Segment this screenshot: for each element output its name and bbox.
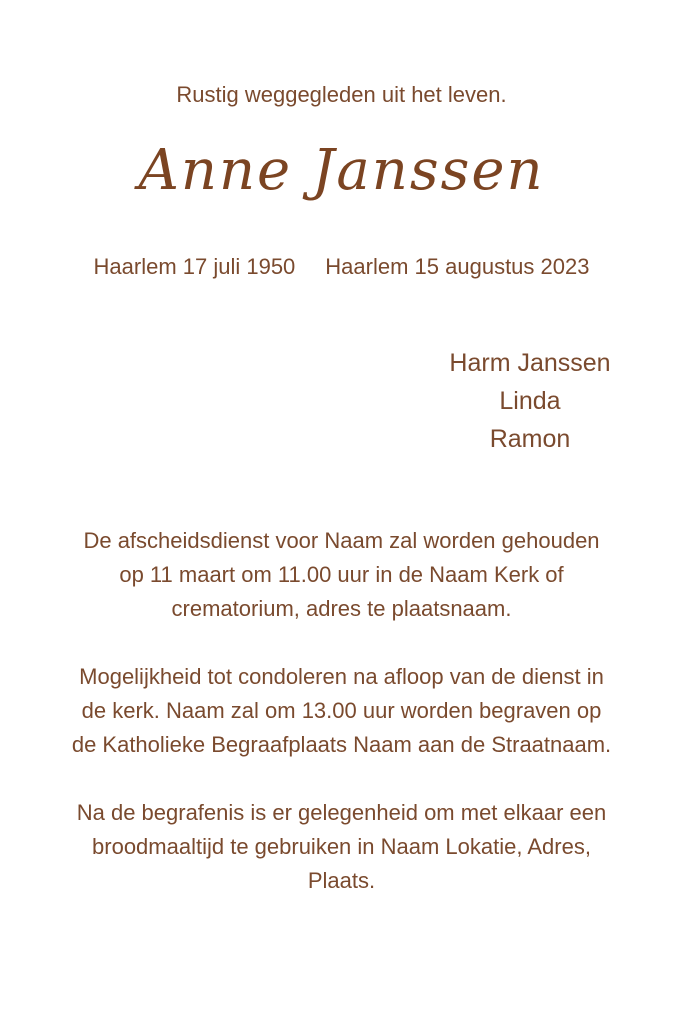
birth-date: Haarlem 17 juli 1950 <box>93 254 296 279</box>
intro-line: Rustig weggegleden uit het leven. <box>176 82 507 107</box>
survivors-list <box>420 344 640 458</box>
death-date: Haarlem 15 augustus 2023 <box>325 254 590 279</box>
service-details <box>70 524 613 932</box>
survivor-name: Ramon <box>489 425 571 453</box>
deceased-name: Anne Janssen <box>138 138 545 203</box>
dates-line <box>0 254 683 280</box>
survivor-name: Harm Janssen <box>449 349 611 377</box>
service-paragraph: De afscheidsdienst voor Naam zal worden gehouden op 11 maart om 11.00 uur in de Naam Kerk of crematorium, adres te plaatsnaam. <box>83 528 600 621</box>
survivor-name: Linda <box>499 387 561 415</box>
reception-paragraph: Na de begrafenis is er gelegenheid om met elkaar een broodmaaltijd te gebruiken in Naam Lokatie, Adres, Plaats. <box>76 800 607 893</box>
condolence-paragraph: Mogelijkheid tot condoleren na afloop van de dienst in de kerk. Naam zal om 13.00 uur worden begraven op de Katholieke Begraafplaats Naam aan de Straatnaam. <box>71 664 612 757</box>
